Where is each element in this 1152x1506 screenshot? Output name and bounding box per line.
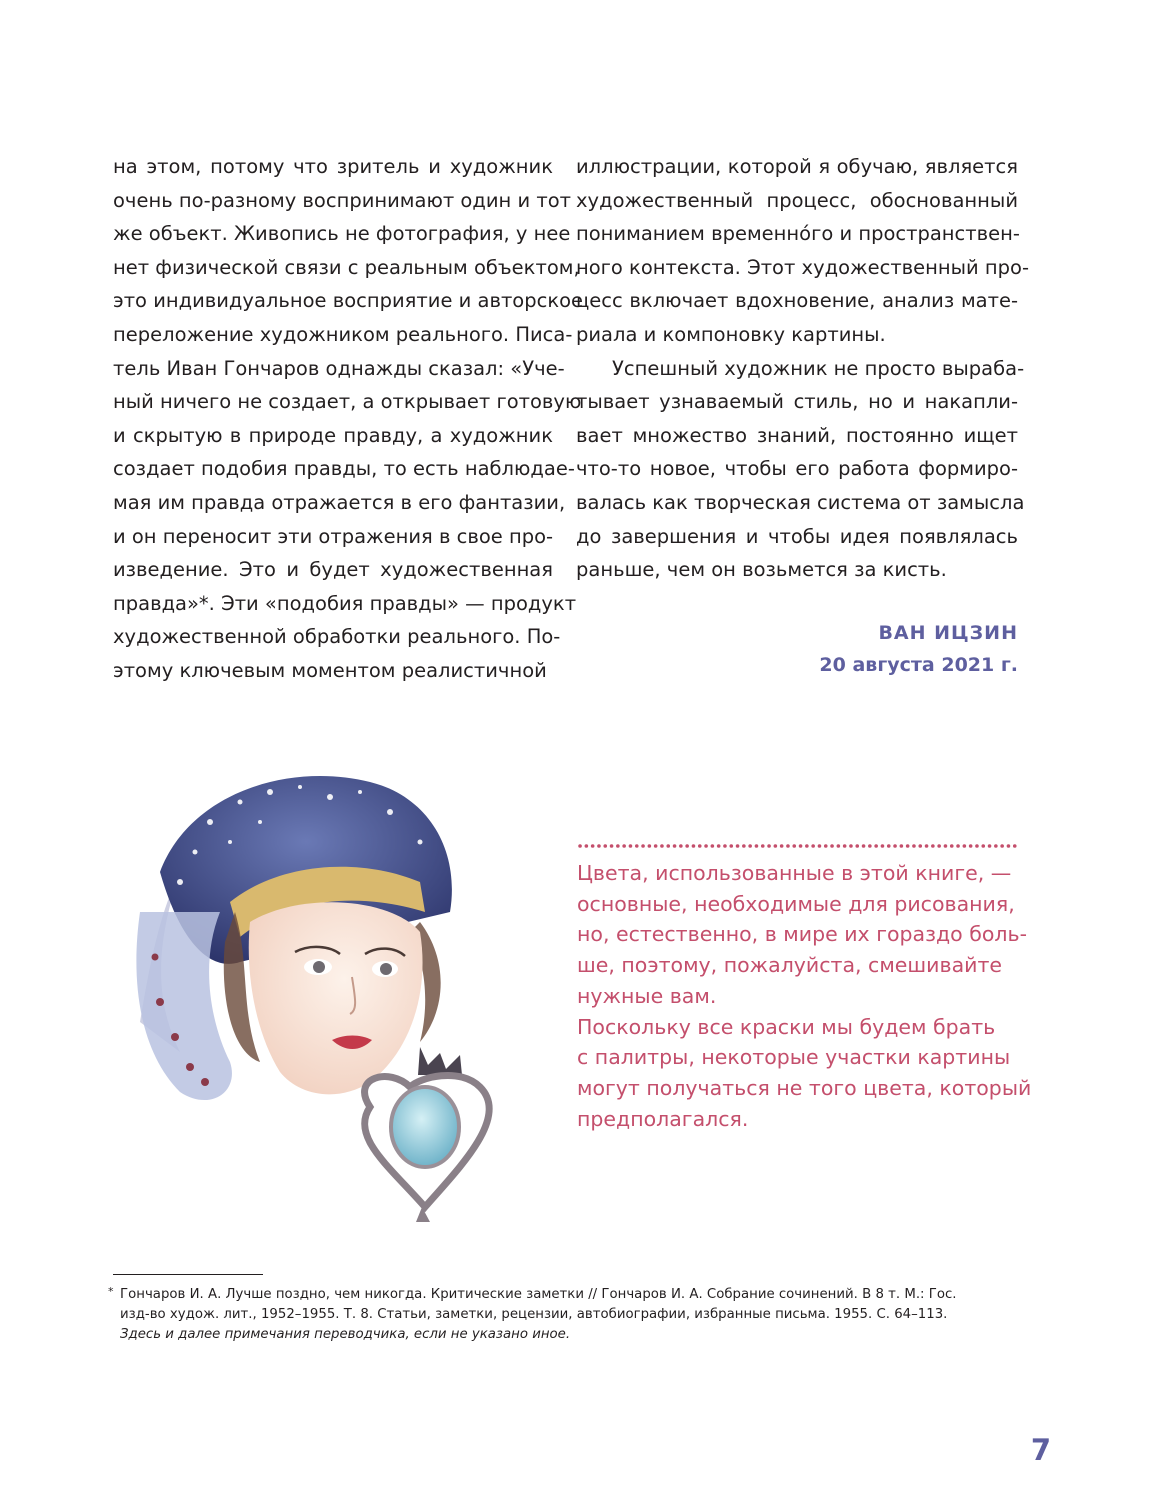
- text-line: вает множество знаний, постоянно ищет: [576, 423, 1018, 447]
- text-line: и он переносит эти отражения в свое про-: [113, 524, 554, 548]
- text-line: и скрытую в природе правду, а художник: [113, 423, 553, 447]
- left-column: [113, 150, 584, 688]
- text-line: художественной обработки реального. По-: [113, 625, 561, 649]
- footnote-translator-note: Здесь и далее примечания переводчика, если не указано иное.: [120, 1327, 571, 1342]
- text-line: изведение. Это и будет художественная: [113, 558, 553, 582]
- footnote-text-1: Гончаров И. А. Лучше поздно, чем никогда. Критические заметки // Гончаров И. А. Собрание сочинений. В 8 т. М.: Гос.: [120, 1287, 957, 1302]
- text-line: риала и компоновку картины.: [576, 322, 886, 346]
- text-line: это индивидуальное восприятие и авторское: [113, 289, 584, 313]
- text-line: тывает узнаваемый стиль, но и накапли-: [576, 390, 1018, 414]
- text-line: же объект. Живопись не фотография, у нее: [113, 222, 571, 246]
- text-line: мая им правда отражается в его фантазии,: [113, 490, 566, 514]
- text-line: очень по-разному воспринимают один и тот: [113, 188, 571, 212]
- page-number: 7: [1030, 1433, 1051, 1467]
- paragraph-2: [576, 352, 1025, 587]
- paragraph-1: [576, 150, 1030, 352]
- note-line: нужные вам.: [577, 983, 717, 1008]
- text-line: правда»*. Эти «подобия правды» — продукт: [113, 591, 577, 615]
- note-line: ше, поэтому, пожалуйста, смешивайте: [577, 953, 1003, 978]
- text-line: переложение художником реального. Писа-: [113, 322, 573, 346]
- text-line: валась как творческая система от замысла: [576, 490, 1025, 514]
- color-note-sidebar: [577, 858, 1032, 1134]
- footnote-text-2: изд-во худож. лит., 1952–1955. Т. 8. Статьи, заметки, рецензии, автобиографии, избранные письма. 1955. С. 64–113.: [120, 1307, 948, 1322]
- text-line: что-то новое, чтобы его работа формиро-: [576, 457, 1018, 481]
- text-line: тель Иван Гончаров однажды сказал: «Уче-: [113, 356, 565, 380]
- note-line: но, естественно, в мире их гораздо боль-: [577, 922, 1027, 947]
- note-line: основные, необходимые для рисования,: [577, 891, 1015, 916]
- author-name: ВАН ИЦЗИН: [878, 622, 1018, 644]
- right-column: [576, 150, 1030, 587]
- footnote-marker: *: [108, 1285, 114, 1298]
- note-dotted-rule: [578, 843, 1020, 849]
- note-line: Поскольку все краски мы будем брать: [577, 1014, 996, 1039]
- text-line: художественный процесс, обоснованный: [576, 188, 1018, 212]
- footnote-line: [108, 1285, 1028, 1305]
- watercolor-portrait-illustration: [120, 762, 560, 1232]
- text-line: нет физической связи с реальным объектом,: [113, 255, 580, 279]
- text-line: до завершения и чтобы идея появлялась: [576, 524, 1018, 548]
- text-line: ный ничего не создает, а открывает готовую: [113, 390, 582, 414]
- text-line: иллюстрации, которой я обучаю, является: [576, 155, 1018, 178]
- signature-date: 20 августа 2021 г.: [819, 654, 1018, 676]
- footnote-divider: [113, 1274, 263, 1275]
- text-line: на этом, потому что зритель и художник: [113, 155, 553, 178]
- text-line: создает подобия правды, то есть наблюдае-: [113, 457, 575, 481]
- note-line: Цвета, использованные в этой книге, —: [577, 861, 1012, 885]
- note-line: могут получаться не того цвета, который: [577, 1075, 1032, 1100]
- text-line: ного контекста. Этот художественный про-: [576, 255, 1030, 279]
- text-line: цесс включает вдохновение, анализ мате-: [576, 289, 1018, 313]
- note-line: с палитры, некоторые участки картины: [577, 1045, 1011, 1070]
- text-line: этому ключевым моментом реалистичной: [113, 658, 547, 682]
- footnote: [108, 1285, 1028, 1345]
- text-line: раньше, чем он возьмется за кисть.: [576, 558, 947, 582]
- text-line: пониманием временно́го и пространствен-: [576, 222, 1020, 246]
- note-line: предполагался.: [577, 1106, 749, 1131]
- text-line: Успешный художник не просто выраба-: [612, 356, 1025, 380]
